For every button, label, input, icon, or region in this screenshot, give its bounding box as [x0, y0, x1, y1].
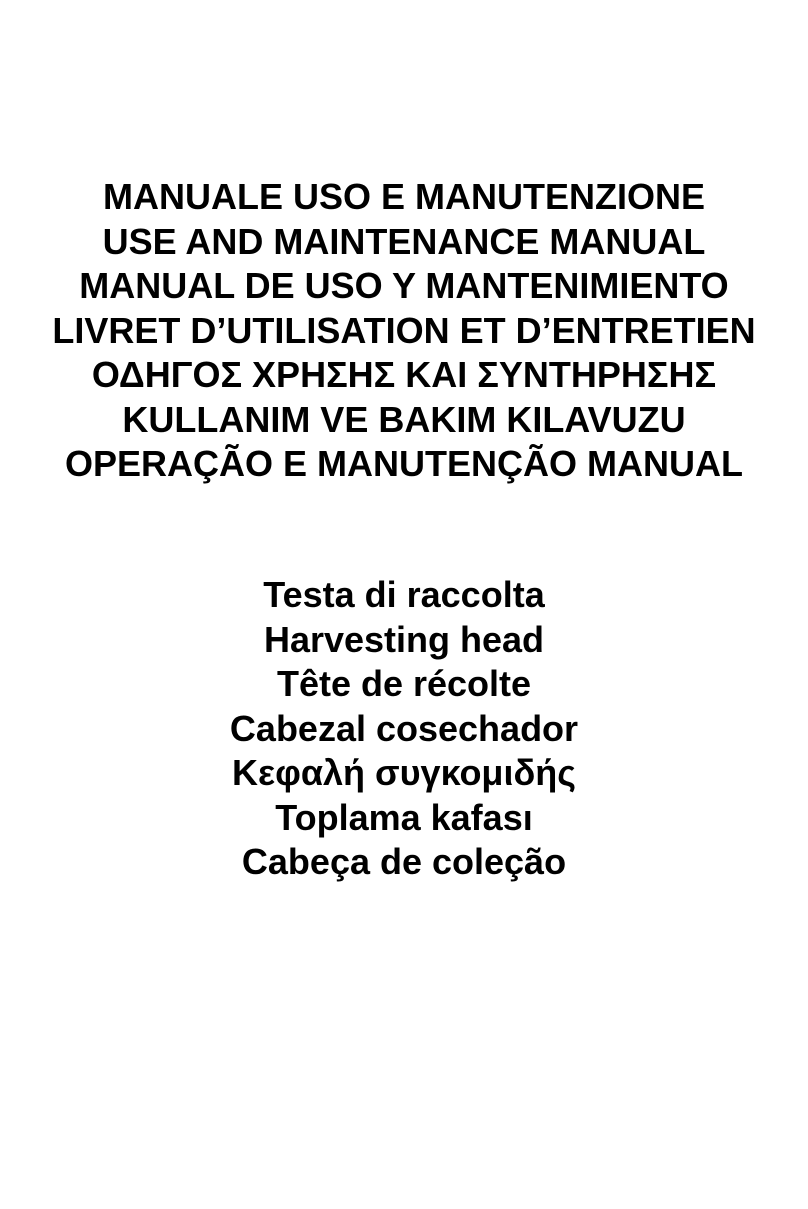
- product-name-italian: Testa di raccolta: [263, 574, 545, 615]
- product-name-greek: Κεφαλή συγκομιδής: [231, 752, 577, 793]
- product-name-spanish: Cabezal cosechador: [229, 707, 579, 749]
- manual-title-greek: ΟΔΗΓΟΣ ΧΡΗΣΗΣ ΚΑΙ ΣΥΝΤΗΡΗΣΗΣ: [91, 354, 717, 395]
- product-name-block: [0, 573, 808, 885]
- manual-title-italian: MANUALE USO E MANUTENZIONE: [103, 176, 705, 217]
- manual-title-french: LIVRET D’UTILISATION ET D’ENTRETIEN: [52, 309, 756, 351]
- manual-title-turkish: KULLANIM VE BAKIM KILAVUZU: [122, 398, 686, 440]
- product-name-english: Harvesting head: [263, 618, 545, 660]
- manual-title-english: USE AND MAINTENANCE MANUAL: [102, 220, 706, 262]
- manual-title-spanish: MANUAL DE USO Y MANTENIMIENTO: [79, 265, 729, 306]
- product-name-french: Tête de récolte: [276, 663, 532, 704]
- manual-title-portuguese: OPERAÇÃO E MANUTENÇÃO MANUAL: [65, 443, 743, 484]
- product-name-portuguese: Cabeça de coleção: [241, 841, 567, 882]
- manual-title-block: [0, 175, 808, 487]
- product-name-turkish: Toplama kafası: [275, 796, 533, 838]
